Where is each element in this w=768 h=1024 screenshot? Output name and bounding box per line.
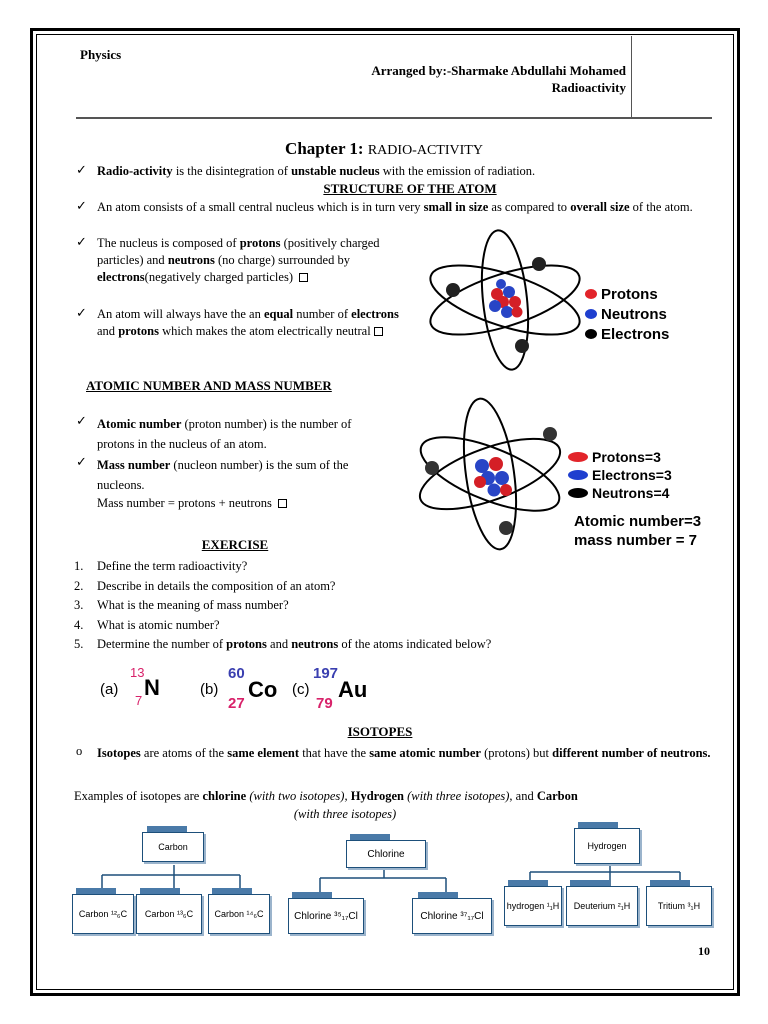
bullet-icon: o (76, 744, 83, 758)
question-4: What is atomic number? (97, 617, 220, 632)
isotopes-heading: ISOTOPES (347, 724, 413, 739)
chlorine-35-node: Chlorine ³⁵₁₇Cl (288, 898, 364, 934)
isotopes-examples: Examples of isotopes are chlorine (with two isotopes), Hydrogen (with three isotopes), and Carbon (74, 789, 578, 803)
structure-point-2: The nucleus is composed of protons (positively charged particles) and neutrons (no charge) surrounded by electrons(negatively charged particles) (97, 236, 380, 284)
radioactivity-definition: Radio-activity is the disintegration of unstable nucleus with the emission of radiation. (97, 164, 536, 178)
carbon-14-node: Carbon ¹⁴₆C (208, 894, 270, 934)
exercise-questions (97, 557, 717, 655)
atom-diagram-2 (410, 392, 570, 552)
checkbox-glyph (278, 499, 287, 508)
hydrogen-1-node: hydrogen ¹₁H (504, 886, 562, 926)
mass-number-formula: Mass number = protons + neutrons (97, 495, 287, 512)
electron-dot-icon (585, 329, 597, 339)
structure-point-1: An atom consists of a small central nucleus which is in turn very small in size as compared to overall size of the atom. (97, 200, 693, 214)
atom-diagram-1 (405, 222, 585, 372)
proton-dot-icon (568, 452, 588, 462)
electron-dot-icon (568, 470, 588, 480)
chlorine-37-node: Chlorine ³⁷₁₇Cl (412, 898, 492, 934)
checkbox-glyph (299, 273, 308, 282)
header-author: Arranged by:-Sharmake Abdullahi Mohamed (371, 63, 626, 78)
header-divider-vertical (631, 36, 632, 118)
question-5: Determine the number of protons and neutrons of the atoms indicated below? (97, 637, 492, 651)
chapter-title: Chapter 1: RADIO-ACTIVITY (285, 139, 483, 158)
question-2: Describe in details the composition of an atom? (97, 578, 336, 593)
nucleus (489, 279, 523, 318)
hydrogen-root-node: Hydrogen (574, 828, 640, 864)
atomic-notes: Atomic number=3 mass number = 7 (574, 513, 702, 549)
deuterium-node: Deuterium ²₁H (566, 886, 638, 926)
atomic-point-1: Atomic number (proton number) is the number of protons in the nucleus of an atom. (97, 417, 352, 451)
neutron-dot-icon (568, 488, 588, 498)
atomic-point-2: Mass number (nucleon number) is the sum of the nucleons. (97, 458, 349, 492)
legend-structure: Protons Neutrons Electrons (585, 284, 669, 344)
exercise-heading: EXERCISE (201, 537, 269, 552)
carbon-root-node: Carbon (142, 832, 204, 862)
page-number: 10 (698, 944, 710, 958)
question-1: Define the term radioactivity? (97, 559, 248, 573)
nucleus (474, 457, 512, 497)
checkmark-icon: ✓ (76, 306, 87, 321)
neutron-dot-icon (585, 309, 597, 319)
isotopes-examples-2: (with three isotopes) (293, 807, 397, 821)
legend-atomic: Protons=3 Electrons=3 Neutrons=4 (568, 448, 672, 502)
structure-heading: STRUCTURE OF THE ATOM (323, 181, 497, 196)
checkmark-icon: ✓ (76, 414, 87, 429)
document-page: Physics Arranged by:-Sharmake Abdullahi Mohamed Radioactivity Chapter 1: RADIO-ACTIVITY ✓ Radio-activity is the disintegration of unstable nucleus with the emission of radiation. STRUCTURE OF THE ATOM ✓ An atom consists of a small central nucleus which is in turn very small in size as compared to overall size of the atom. ✓ The nucleus is composed of protons (positively charged particles) and neutrons (no charge) surrounded by electrons(negatively charged particles) ✓ An atom will always have the an equal number of electrons and protons which makes the atom electrically neutral Protons Neutrons Electrons ATOMIC NUMBER AND MASS NUMBER ✓ Atomic number (proton number) is the number of protons in the nucleus of an atom. ✓ Mass number (nucleon number) is the sum of the nucleons. Mass number = protons + neutrons Protons=3 Electrons=3 Neutrons=4 Atomic number=3 mass number = 7 EXERCISE 1. 2. 3. 4. 5. Define the term radioactivity? Describe in details the composition of an atom? What is the meaning of mass number? What is atomic number? Determine the number of protons and neutrons of the atoms indicated below? (a) 13 7 N (b) 60 27 Co (c) 197 79 Au ISOTOPES o Isotopes are atoms of the same element that have the same atomic number (protons) but different number of neutrons. Examples of isotopes are chlorine (with two isotopes), Hydrogen (with three isotopes), and Carbon (with three isotopes) Carbon Carbon ¹²₆C Carbon ¹³₆C Carbon ¹⁴₆C Chlorine Chlorine ³⁵₁₇Cl Chlorine ³⁷₁₇Cl Hydrogen hydrogen ¹₁H Deuterium ²₁H Tritium ³₁H 10 (0, 0, 768, 1024)
header-divider-horizontal (76, 117, 712, 119)
checkmark-icon: ✓ (76, 163, 87, 178)
exercise-numbers: 1. 2. 3. 4. 5. (74, 559, 84, 651)
checkmark-icon: ✓ (76, 199, 87, 214)
header-subject: Physics (80, 47, 122, 62)
proton-dot-icon (585, 289, 597, 299)
carbon-13-node: Carbon ¹³₆C (136, 894, 202, 934)
checkmark-icon: ✓ (76, 235, 87, 250)
checkmark-icon: ✓ (76, 455, 87, 470)
header-topic: Radioactivity (551, 80, 626, 95)
atomic-heading: ATOMIC NUMBER AND MASS NUMBER (86, 378, 332, 393)
tritium-node: Tritium ³₁H (646, 886, 712, 926)
checkbox-glyph (374, 327, 383, 336)
isotopes-definition: Isotopes are atoms of the same element that have the same atomic number (protons) but different number of neutrons. (97, 746, 711, 760)
structure-point-3: An atom will always have the an equal number of electrons and protons which makes the atom electrically neutral (97, 307, 399, 338)
chlorine-root-node: Chlorine (346, 840, 426, 868)
question-3: What is the meaning of mass number? (97, 598, 289, 612)
carbon-12-node: Carbon ¹²₆C (72, 894, 134, 934)
